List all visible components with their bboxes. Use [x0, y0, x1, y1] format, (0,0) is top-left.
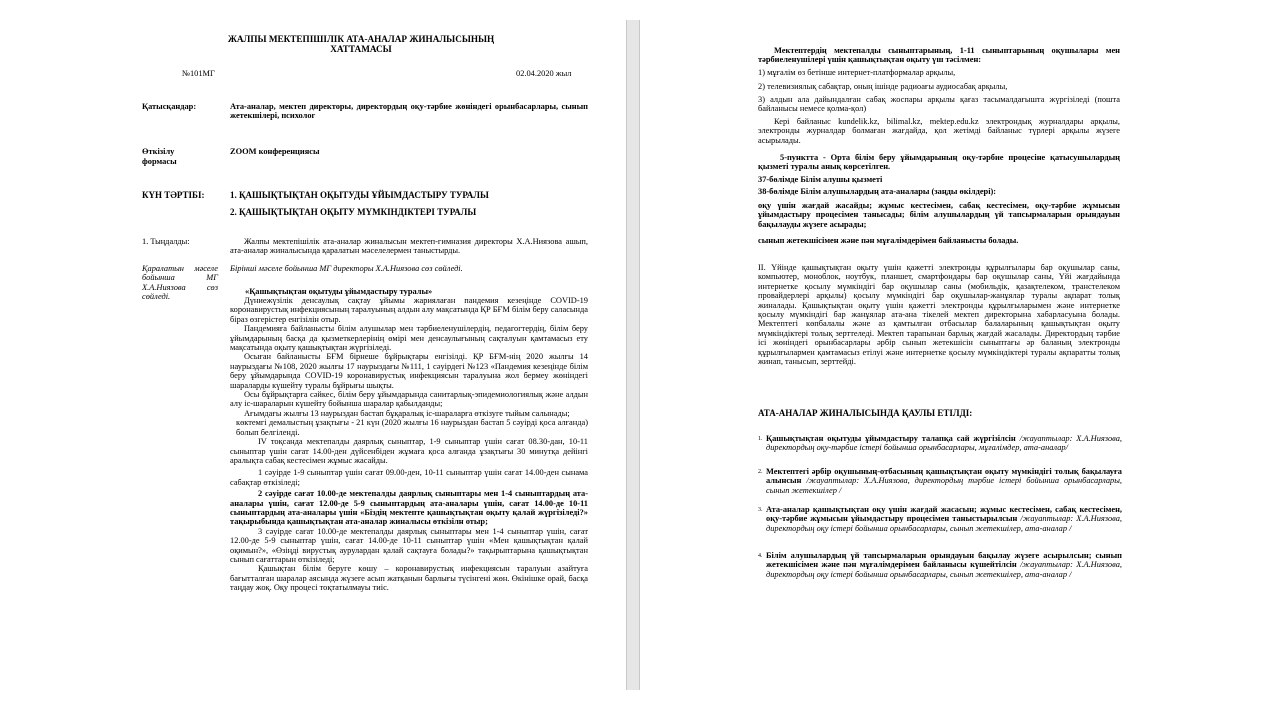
list-item — [758, 434, 1122, 467]
list-number: 4. — [758, 553, 763, 559]
protocol-date: 02.04.2020 жыл — [516, 69, 572, 78]
agenda-item-1: 1. ҚАШЫҚТЫҚТАН ОҚЫТУДЫ ҰЙЫМДАСТЫРУ ТУРАЛЫ — [230, 190, 489, 200]
paragraph: IV тоқсанда мектепалды даярлық сыныптар, 1-9 сыныптар үшін сағат 08.30-дан, 10-11 сыныптар үшін сағат 14.00-ден дүйсенбіден жұмаға қоса алғанда ұзақтығы 30 минутқа дейінгі аралықта сабақ кестесімен жұмыс жасайды. — [230, 437, 588, 465]
decision-text: Қашықтықтан оқытуды ұйымдастыру талапқа сай жүргізілсін /жауаптылар: Х.А.Ниязова, директордың оқу-тәрбие істері бойынша орынбасарлары, мұғалімдер, ата-аналар/ — [766, 434, 1122, 453]
decision-text: Ата-аналар қашықтықтан оқу үшін жағдай жасасын; жұмыс кестесімен, сабақ кестесімен, оқу-тәрбие жұмысын ұйымдастыру процесімен таныстырылсын /жауаптылар: Х.А.Ниязова, директордың оқу істері бойынша орынбасарлары, сынып жетекшілер, ата-аналар / — [766, 505, 1122, 533]
agenda-item-2: 2. ҚАШЫҚТЫҚТАН ОҚЫТУ МҮМКІНДІКТЕРІ ТУРАЛЫ — [230, 207, 477, 217]
document-page-right — [758, 0, 1123, 720]
body-text — [230, 296, 588, 593]
protocol-number: №101МГ — [182, 69, 215, 78]
format-label-2: формасы — [142, 157, 177, 166]
feedback-paragraph: Кері байланыс kundelik.kz, bilimal.kz, mektep.edu.kz электрондық журналдары арқылы, электронды журналдар болмаған жағдайда, қол жетімді байланыс түрлері арқылы жүзеге асырылады. — [758, 117, 1120, 145]
parent-duties-2: сынып жетекшісімен және пән мұғалімдерімен байланысты болады. — [758, 236, 1019, 245]
paragraph: Осы бұйрықтарға сәйкес, білім беру ұйымдарында санитарлық-эпидемиологиялық және алдын алу іс-шараларын күшейту бойынша шаралар қабылданды; — [230, 390, 588, 409]
heard-text: Жалпы мектепішілік ата-аналар жиналысын мектеп-гимназия директоры Х.А.Ниязова ашып, ата-аналар жиналысында қаралатын мәселелермен таныстырды. — [230, 237, 588, 256]
participants-label: Қатысқандар: — [142, 102, 197, 111]
paragraph: көктемгі демалыстың ұзақтығы - 21 күн (2020 жылғы 16 наурыздан бастап 5 сәуірді қоса алғанда) болып белгіленді. — [236, 418, 588, 437]
format-value: ZOOM конференциясы — [230, 147, 320, 156]
list-item — [758, 505, 1122, 551]
methods-intro: Мектептердің мектепалды сыныптарының, 1-11 сыныптарының оқушылары мен тәрбиеленушілері үшін қашықтықтан оқыту үш тәсілмен: — [758, 46, 1120, 65]
list-number: 1. — [758, 436, 763, 442]
protocol-title-2: ХАТТАМАСЫ — [330, 44, 392, 54]
decision-text: Мектептегі әрбір оқушының-отбасының қашықтықтан оқыту мүмкіндігі толық бақылауға алынсын /жауаптылар: Х.А.Ниязова, директордың тәрбие істері бойынша орынбасарлары, сынып жетекшілер / — [766, 467, 1123, 495]
devices-paragraph: II. Үйінде қашықтықтан оқыту үшін қажетті электронды құрылғылары бар оқушылар саны, компьютер, моноблок, ноутбук, планшет, смартфондары бар оқушылар саны, Үйі жағдайында интернетке қосылу мүмкіндігі бар оқушылар саны (мобильдік, қазақтелеком, транстелеком провайдерлері арқылы) қосылу мүмкіндігі бар оқушылар-жанұялар туралы ақпарат толық жиналады. Қашықтықтан оқыту үшін қажетті электронды құрылғыларымен және интернетке қосылу мүмкіндігі бар жанұялар ата-ана тікелей мектеп директорына хабарласуына болады. Мектептегі көпбалалы және аз қамтылған отбасылар балаларының қашықтықтан оқыту мүмкіндіктері толық зерттеледі. Мектеп тарапынан барлық жағдай жасалады. Директордың тәрбие ісі жөніндегі орынбасарлары әрбір сынып жетекшісін сыныптағы әр баланың электронды құрылғылармен қамтамасыз етілуі және интернетке қосылу мүмкіндіктері туралы ақпаратты толық жинап, танысып, зерттейді. — [758, 263, 1120, 367]
decision-list — [758, 434, 1122, 591]
list-number: 2. — [758, 469, 763, 475]
paragraph: 1 сәуірде 1-9 сыныптар үшін сағат 09.00-ден, 10-11 сыныптар үшін сағат 14.00-ден сынама сабақтар өткізіледі; — [230, 468, 588, 487]
format-label: Өткізілу — [142, 147, 175, 156]
method-3: 3) алдын ала дайындалған сабақ жоспары арқылы қағаз тасымалдағышта жүргізіледі (пошта байланысы немесе қолма-қол) — [758, 95, 1120, 114]
document-page-left — [130, 0, 592, 720]
decision-text: Білім алушылардың үй тапсырмаларын орындауын бақылау жүзеге асырылсын; сынып жетекшісімен және пән мұғалімдерімен байланысы күшейтілсін /жауаптылар: Х.А.Ниязова, директордың оқу істері бойынша орынбасарлары, сынып жетекшілер, ата-аналар / — [766, 551, 1122, 579]
section-37: 37-бөлімде Білім алушы қызметі — [758, 175, 883, 184]
paragraph: 2 сәуірде сағат 10.00-де мектепалды даярлық сыныптары мен 1-4 сыныптардың ата-аналары үшін, сағат 12.00-де 5-9 сыныптардың ата-аналары үшін, сағат 14.00-де 10-11 сыныптардың ата-аналары үшін «Біздің мектепте қашықтықтан оқыту қалай жүргізіледі?» тақырыбында қашықтықтан ата-аналар жиналысы өткізілн отыр; — [230, 489, 588, 527]
parent-duties: оқу үшін жағдай жасайды; жұмыс кестесімен, сабақ кестесімен, оқу-тәрбие жұмысын ұйымдастыру процесімен танысады; білім алушылардың үй тапсырмаларын орындауын бақылауды жүзеге асырады; — [758, 201, 1120, 229]
first-issue: Бірінші мәселе бойынша МГ директоры Х.А.Ниязова сөз сөйледі. — [230, 264, 463, 273]
decision-title: АТА-АНАЛАР ЖИНАЛЫСЫНДА ҚАУЛЫ ЕТІЛДІ: — [758, 408, 973, 418]
paragraph: 3 сәуірде сағат 10.00-де мектепалды даярлық сыныптары мен 1-4 сыныптар үшін, сағат 12.00-де 5-9 сыныптар үшін, сағат 14.00-де 10-11 сыныптар үшін «Мен қашықтықтан қалай оқимын?», «Өзіңді вирустық аурулардан қалай сақтауға болады?» тақырыптарына қашықтықтан сынып сағаттарын өткізіледі; — [230, 526, 588, 564]
paragraph: Пандемияға байланысты білім алушылар мен тәрбиеленушілердің, педагогтердің, білім беру ұйымдарының басқа да қызметкерлерінің өмірі мен денсаулығының сақталуын қамтамасыз ету мақсатында оқыту қашықтықтан жүргізіледі. — [230, 324, 588, 353]
list-item — [758, 467, 1122, 505]
section-38: 38-бөлімде Білім алушылардың ата-аналары (заңды өкілдері): — [758, 187, 997, 196]
paragraph: Осыған байланысты БҒМ бірнеше бұйрықтары енгізілді. ҚР БҒМ-нің 2020 жылғы 14 наурыздағы №108, 2020 жылғы 17 наурыздағы №111, 1 сәуірдегі №123 «Пандемия кезеңінде білім беру ұйымдарында COVID-19 коронавирустық инфекциясын таралуына жол бермеу жөніндегі шараларды күшейту туралы бұйрығы шықты. — [230, 352, 588, 390]
protocol-title: ЖАЛПЫ МЕКТЕПІШІЛІК АТА-АНАЛАР ЖИНАЛЫСЫНЫҢ — [227, 34, 495, 44]
method-2: 2) телевизиялық сабақтар, оның ішінде радиоағы аудиосабақ арқылы, — [758, 82, 1008, 91]
heard-label: 1. Тыңдалды: — [142, 237, 190, 246]
list-number: 3. — [758, 507, 763, 513]
agenda-label: КҮН ТӘРТІБІ: — [142, 190, 205, 200]
list-item — [758, 551, 1122, 591]
participants-value: Ата-аналар, мектеп директоры, директордың оқу-тәрбие жөніндегі орынбасарлары, сынып жетекшілері, психолог — [230, 102, 588, 121]
paragraph: Дүниежүзілік денсаулық сақтау ұйымы жариялаған пандемия кезеңінде COVID-19 коронавирустық инфекциясының таралуының алдын алу мақсатында ҚР БҒМ білім беру саласында біраз өзгерістер енгізілін отыр. — [230, 296, 588, 324]
point-5-paragraph: 5-пунктта - Орта білім беру ұйымдарының оқу-тәрбие процесіне қатысушылардың қызметі туралы анық көрсетілген. — [758, 153, 1120, 172]
paragraph: Қашықтан білім беруге көшу – коронавирустық инфекциясын таралуын азайтуға бағытталған шаралар аясында жүзеге асып жатқанын барлығы түсінгені жөн. Өкінішке орай, басқа таңдау жоқ. Оқу процесі тоқтатылмауы тиіс. — [230, 564, 588, 593]
paragraph: Ағымдағы жылғы 13 наурыздан бастап бұқаралық іс-шараларға өткізуге тыйым салынады; — [244, 408, 570, 418]
section-title: «Қашықтықтан оқытуды ұйымдастыру туралы» — [245, 287, 433, 296]
method-1: 1) мұғалім өз бетінше интернет-платформалар арқылы, — [758, 68, 956, 77]
page-gutter — [626, 20, 640, 690]
considered-note: Қаралатын мәселе бойынша МГ Х.А.Ниязова сөз сөйледі. — [142, 264, 218, 302]
